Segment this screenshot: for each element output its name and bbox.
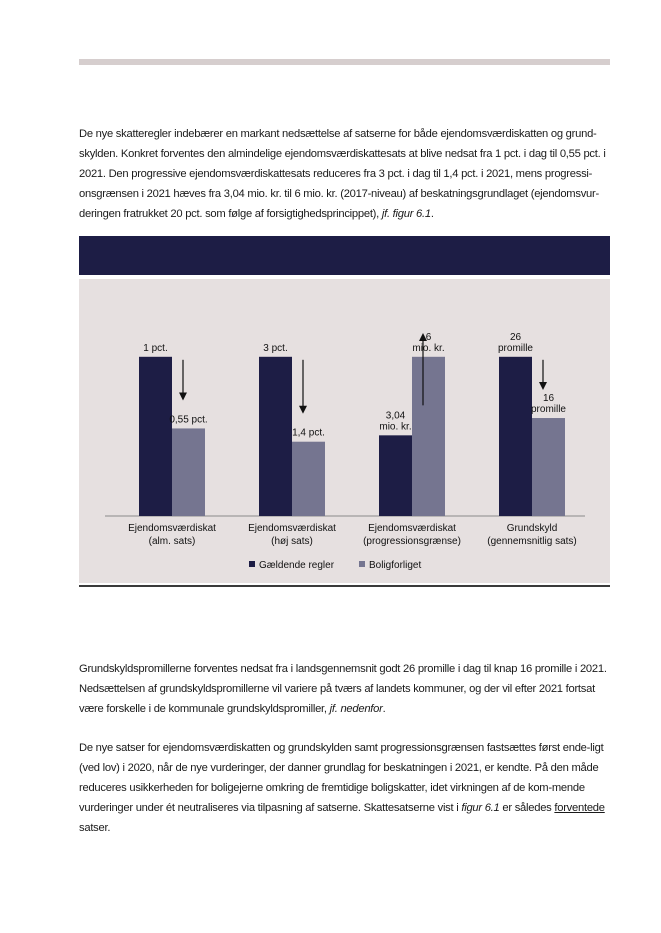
grundskyld-text: Grundskyldspromillerne forventes nedsat fra i landsgennemsnit godt 26 promille i dag til knap 16 promille i 2021. Nedsættelsen af grundskyldspromillerne vil variere på tværs af landets kommuner, og der vil efter 2021 fortsat være forskelle i de kommunale grundskyldspromiller, — [79, 663, 607, 715]
data-label-boligforliget-3: mio. kr. — [412, 342, 445, 354]
bars-layer — [139, 357, 565, 516]
figure-reference: jf. figur 6.1 — [381, 208, 431, 220]
category-label-2: (høj sats) — [271, 536, 313, 547]
bar-boligforliget-3 — [412, 357, 445, 516]
section-reference: jf. nedenfor — [329, 703, 383, 715]
data-label-g-ldende-regler-2: 3 pct. — [263, 342, 288, 354]
legend-swatch-boligforliget — [359, 561, 365, 567]
data-label-boligforliget-4: promille — [530, 404, 567, 416]
bar-boligforliget-1 — [172, 428, 205, 516]
data-label-boligforliget-4: 16 — [542, 393, 555, 405]
top-rule — [79, 59, 610, 65]
grundskyld-text-end: . — [382, 703, 386, 715]
legend-label-g-ldende-regler: Gældende regler — [259, 560, 335, 571]
data-label-g-ldende-regler-1: 1 pct. — [143, 342, 168, 354]
figure-reference-2: figur 6.1 — [461, 802, 500, 814]
category-label-3: (progressionsgrænse) — [363, 536, 461, 547]
bar-boligforliget-2 — [292, 442, 325, 516]
data-label-g-ldende-regler-4: promille — [497, 342, 534, 354]
data-label-boligforliget-3: 6 — [425, 331, 432, 343]
bar-g-ldende-regler-1 — [139, 357, 172, 516]
rates-paragraph — [79, 738, 612, 838]
data-label-g-ldende-regler-3: mio. kr. — [379, 421, 412, 433]
bar-boligforliget-4 — [532, 418, 565, 516]
grundskyld-paragraph — [79, 659, 612, 719]
intro-paragraph — [79, 124, 612, 224]
tax-rates-chart — [79, 279, 610, 583]
data-label-g-ldende-regler-3: 3,04 — [385, 410, 406, 422]
data-label-g-ldende-regler-4: 26 — [509, 331, 522, 343]
category-label-4: Grundskyld — [506, 523, 558, 534]
rates-text-end: satser. — [79, 822, 111, 834]
category-label-1: (alm. sats) — [148, 536, 196, 547]
intro-text: De nye skatteregler indebærer en markant nedsættelse af satserne for både ejendomsværdiskatten og grund-skylden. Konkret forventes den almindelige ejendomsværdiskattesats at blive nedsat fra 1 pct. i dag til 0,55 pct. i 2021. Den progressive ejendomsværdiskattesats reduceres fra 3 pct. i dag til 1,4 pct. i 2021, mens progressi-onsgrænsen i 2021 hæves fra 3,04 mio. kr. til 6 mio. kr. (2017-niveau) af beskatningsgrundlaget (ejendomsvur-deringen fratrukket 20 pct. som følge af forsigtighedsprincippet), — [79, 128, 606, 220]
figure-header-band — [79, 236, 610, 275]
category-label-1: Ejendomsværdiskat — [128, 523, 216, 534]
category-label-2: Ejendomsværdiskat — [248, 523, 336, 534]
intro-text-end: . — [430, 208, 434, 220]
category-label-3: Ejendomsværdiskat — [368, 523, 456, 534]
bar-g-ldende-regler-2 — [259, 357, 292, 516]
category-label-4: (gennemsnitlig sats) — [487, 536, 577, 547]
legend — [249, 560, 421, 571]
data-label-boligforliget-1: 0,55 pct. — [169, 414, 208, 426]
underlined-word: forventede — [554, 802, 605, 814]
rates-text-mid: er således — [499, 802, 555, 814]
legend-swatch-g-ldende-regler — [249, 561, 255, 567]
legend-label-boligforliget: Boligforliget — [369, 560, 422, 571]
figure-bottom-rule — [79, 585, 610, 587]
bar-g-ldende-regler-3 — [379, 435, 412, 516]
data-label-boligforliget-2: 1,4 pct. — [292, 427, 325, 439]
rates-text: De nye satser for ejendomsværdiskatten og grundskylden samt progressionsgrænsen fastsættes først ende-ligt (ved lov) i 2020, når de nye vurderinger, der danner grundlag for beskatningen i 2021, er kendte. På den måde reduceres usikkerheden for boligejerne omkring de fremtidige boligskatter, idet virkningen af de kom-mende vurderinger under ét neutraliseres via tilpasning af satserne. Skattesatserne vist i — [79, 742, 604, 814]
bar-g-ldende-regler-4 — [499, 357, 532, 516]
